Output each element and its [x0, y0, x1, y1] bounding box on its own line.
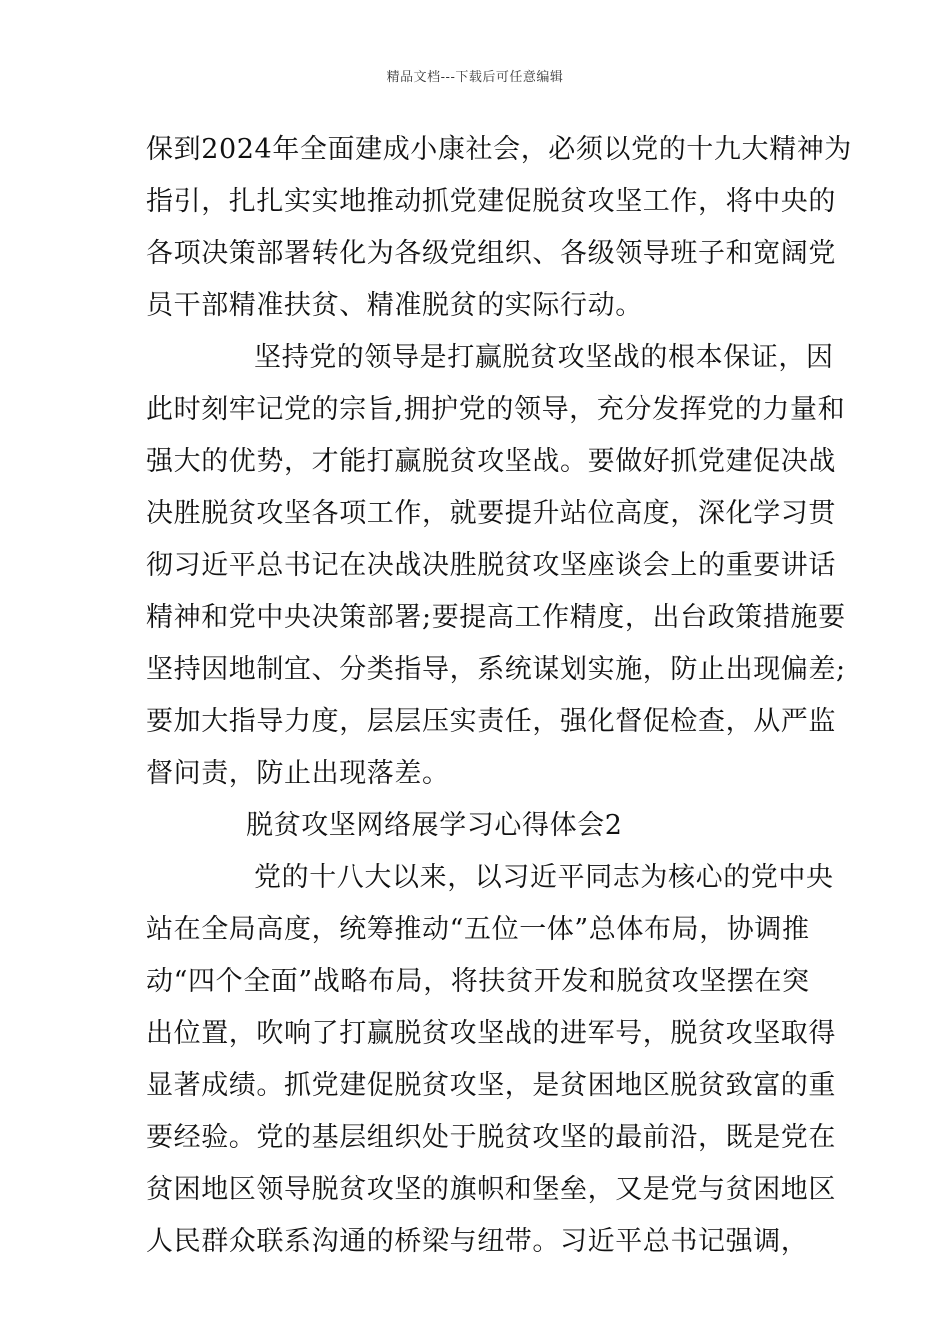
- paragraph-line: 彻习近平总书记在决战决胜脱贫攻坚座谈会上的重要讲话: [146, 550, 836, 581]
- paragraph-line: 人民群众联系沟通的桥梁与纽带。习近平总书记强调，: [146, 1226, 809, 1257]
- paragraph-line: 员干部精准扶贫、精准脱贫的实际行动。: [146, 290, 643, 321]
- paragraph-line: 出位置，吹响了打赢脱贫攻坚战的进军号，脱贫攻坚取得: [146, 1018, 836, 1049]
- paragraph-line: 站在全局高度，统筹推动“五位一体”总体布局，协调推: [146, 914, 810, 945]
- paragraph-line: 党的十八大以来，以习近平同志为核心的党中央: [254, 862, 834, 893]
- paragraph-line: 督问责，防止出现落差。: [146, 758, 450, 789]
- paragraph-line: 显著成绩。抓党建促脱贫攻坚，是贫困地区脱贫致富的重: [146, 1070, 836, 1101]
- paragraph-line: 坚持因地制宜、分类指导，系统谋划实施，防止出现偏差;: [146, 654, 846, 685]
- paragraph-line: 各项决策部署转化为各级党组织、各级领导班子和宽阔党: [146, 238, 836, 269]
- paragraph-line: 精神和党中央决策部署;要提高工作精度，出台政策措施要: [146, 602, 846, 633]
- page-header: 精品文档---下载后可任意编辑: [386, 70, 564, 85]
- section-title: 脱贫攻坚网络展学习心得体会2: [246, 810, 623, 841]
- paragraph-line: 指引，扎扎实实地推动抓党建促脱贫攻坚工作，将中央的: [146, 186, 836, 217]
- paragraph-line: 此时刻牢记党的宗旨,拥护党的领导，充分发挥党的力量和: [146, 394, 846, 425]
- paragraph-line: 坚持党的领导是打赢脱贫攻坚战的根本保证，因: [254, 342, 834, 373]
- paragraph-line: 决胜脱贫攻坚各项工作，就要提升站位高度，深化学习贯: [146, 498, 836, 529]
- paragraph-line: 贫困地区领导脱贫攻坚的旗帜和堡垒，又是党与贫困地区: [146, 1174, 836, 1205]
- paragraph-line: 强大的优势，才能打赢脱贫攻坚战。要做好抓党建促决战: [146, 446, 836, 477]
- paragraph-line: 要经验。党的基层组织处于脱贫攻坚的最前沿，既是党在: [146, 1122, 836, 1153]
- paragraph-line: 动“四个全面”战略布局，将扶贫开发和脱贫攻坚摆在突: [146, 966, 810, 997]
- paragraph-line: 保到2024年全面建成小康社会，必须以党的十九大精神为: [146, 134, 852, 165]
- document-body: [146, 124, 852, 1268]
- paragraph-line: 要加大指导力度，层层压实责任，强化督促检查，从严监: [146, 706, 836, 737]
